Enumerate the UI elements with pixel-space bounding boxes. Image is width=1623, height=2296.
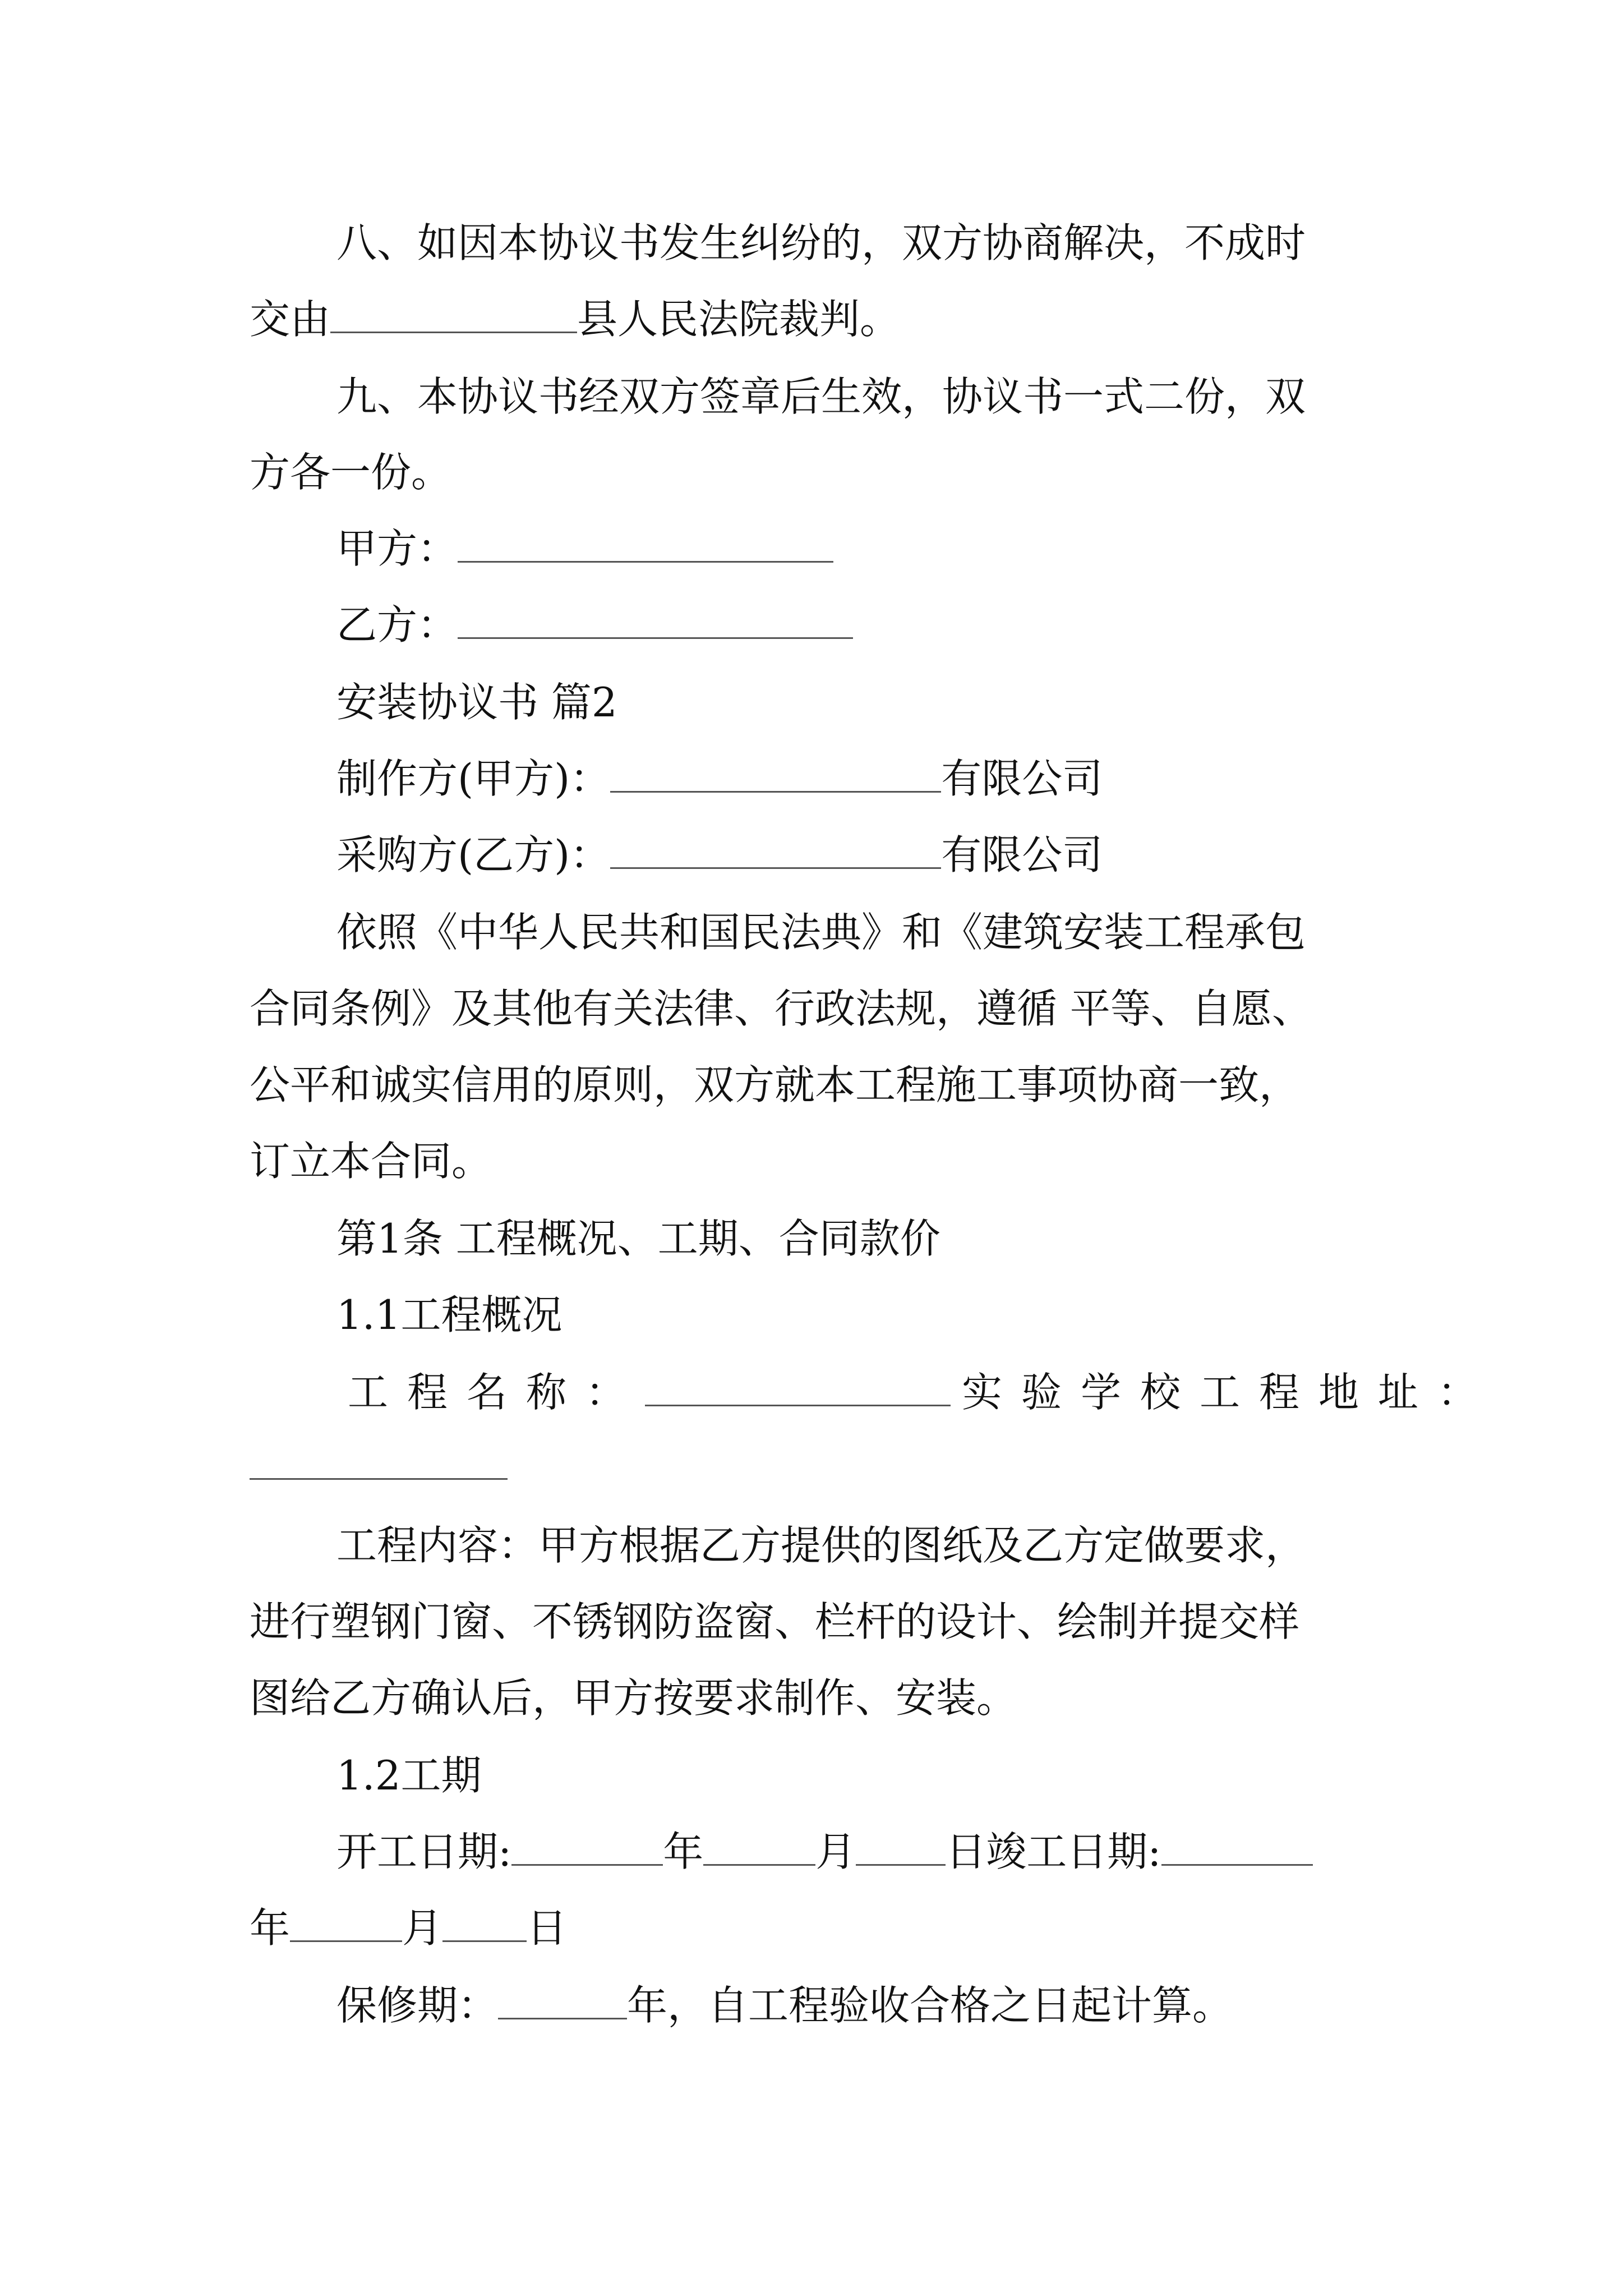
project-address-blank[interactable] bbox=[250, 1478, 508, 1480]
end-month-blank[interactable] bbox=[290, 1906, 402, 1942]
buyer-company-blank[interactable] bbox=[610, 832, 941, 869]
party-a-signature-blank[interactable] bbox=[458, 526, 833, 563]
buyer-line: 采购方(乙方)： 有限公司 bbox=[336, 831, 1103, 878]
end-day-blank[interactable] bbox=[442, 1906, 527, 1942]
section-title: 安装协议书 篇2 bbox=[336, 679, 617, 726]
party-b-line bbox=[336, 600, 853, 650]
project-name-label: 工程名称： bbox=[348, 1369, 645, 1416]
warranty-label: 保修期： bbox=[336, 1982, 499, 2029]
basis-line-4: 订立本合同。 bbox=[250, 1138, 492, 1185]
basis-line-2: 合同条例》及其他有关法律、行政法规，遵循 平等、自愿、 bbox=[250, 985, 1312, 1032]
maker-line: 制作方(甲方)： 有限公司 bbox=[336, 755, 1103, 802]
section-1-2-heading: 1.2工期 bbox=[336, 1752, 482, 1799]
clause-8-line-2: 交由 县人民法院裁判。 bbox=[250, 296, 901, 343]
content-line-1: 工程内容：甲方根据乙方提供的图纸及乙方定做要求， bbox=[336, 1522, 1306, 1569]
clause-9-line-2: 方各一份。 bbox=[250, 449, 452, 496]
section-1-1-heading: 1.1工程概况 bbox=[336, 1291, 562, 1338]
project-name-value: 实验学校工程地址： bbox=[962, 1369, 1497, 1416]
start-year-blank[interactable] bbox=[511, 1829, 663, 1866]
end-year-blank-part[interactable] bbox=[1161, 1829, 1313, 1866]
content-line-2: 进行塑钢门窗、不锈钢防盗窗、栏杆的设计、绘制并提交样 bbox=[250, 1598, 1300, 1645]
maker-label: 制作方(甲方)： bbox=[336, 755, 611, 802]
clause-8-line-1 bbox=[336, 218, 1306, 268]
project-name-line bbox=[348, 1367, 1497, 1418]
party-a-label: 甲方： bbox=[336, 525, 458, 572]
end-date-line: 年 月 日 bbox=[250, 1904, 568, 1952]
start-month-blank[interactable] bbox=[703, 1829, 815, 1866]
maker-company-blank[interactable] bbox=[610, 756, 941, 793]
clause-8-text: 八、如因本协议书发生纠纷的，双方协商解决，不成时 bbox=[336, 219, 1306, 266]
clause-9-line-1 bbox=[336, 371, 1306, 422]
start-date-line: 开工日期: 年 月 日竣工日期: bbox=[336, 1826, 1313, 1877]
start-day-blank[interactable] bbox=[856, 1829, 946, 1866]
article-1-heading: 第1条 工程概况、工期、合同款价 bbox=[336, 1215, 940, 1262]
party-b-label: 乙方： bbox=[336, 601, 458, 648]
project-name-blank[interactable] bbox=[645, 1370, 951, 1406]
party-a-line bbox=[336, 523, 833, 574]
end-date-label: 日竣工日期: bbox=[946, 1828, 1161, 1875]
start-date-label: 开工日期: bbox=[336, 1828, 512, 1875]
clause-9-text: 九、本协议书经双方签章后生效，协议书一式二份，双 bbox=[336, 373, 1306, 420]
basis-line-3: 公平和诚实信用的原则，双方就本工程施工事项协商一致， bbox=[250, 1061, 1300, 1108]
party-b-signature-blank[interactable] bbox=[458, 602, 853, 639]
content-line-3: 图给乙方确认后，甲方按要求制作、安装。 bbox=[250, 1674, 1017, 1722]
buyer-label: 采购方(乙方)： bbox=[336, 831, 611, 878]
basis-line-1: 依照《中华人民共和国民法典》和《建筑安装工程承包 bbox=[336, 909, 1306, 956]
court-blank[interactable] bbox=[330, 297, 577, 333]
warranty-years-blank[interactable] bbox=[498, 1983, 627, 2019]
warranty-line: 保修期： 年，自工程验收合格之日起计算。 bbox=[336, 1982, 1233, 2029]
